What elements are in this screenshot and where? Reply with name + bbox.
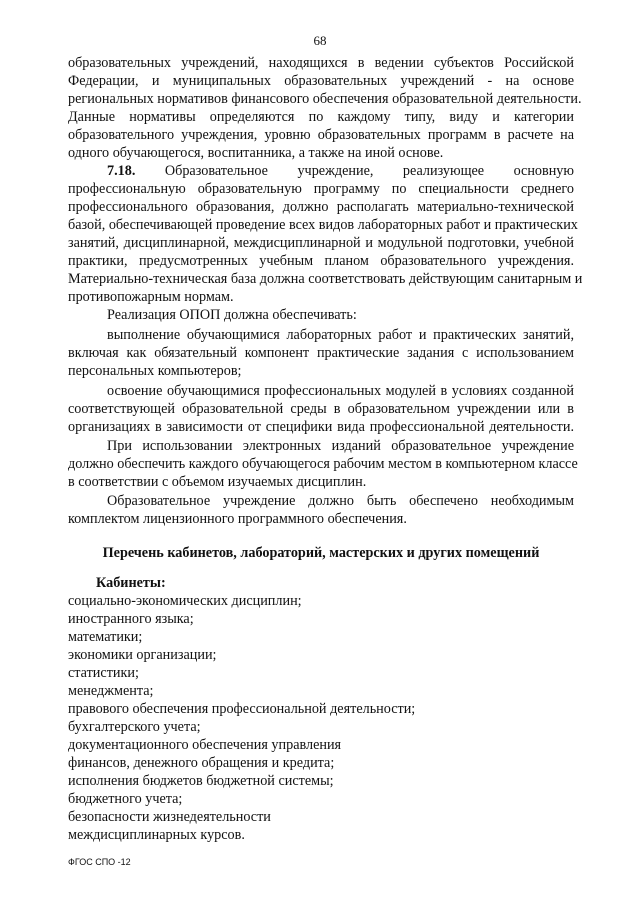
text-line: базой, обеспечивающей проведение всех видов лабораторных работ и практических	[68, 217, 578, 233]
text-line: документационного обеспечения управления	[68, 737, 342, 753]
text-line: финансов, денежного обращения и кредита;	[68, 755, 335, 771]
text-line: Кабинеты:	[96, 575, 166, 591]
text-line: комплектом лицензионного программного обеспечения.	[68, 511, 407, 527]
text-line: одного обучающегося, воспитанника, а также на иной основе.	[68, 145, 444, 161]
footer-code: ФГОС СПО -12	[68, 857, 131, 867]
text-line: соответствующей образовательной среды в образовательном учреждении или в	[68, 401, 574, 417]
text-line: Данные нормативы определяются по каждому типу, виду и категории	[68, 109, 574, 125]
text-line: 7.18. Образовательное учреждение, реализующее основную	[107, 163, 574, 179]
text-line: статистики;	[68, 665, 139, 681]
text-line: исполнения бюджетов бюджетной системы;	[68, 773, 334, 789]
text-line: выполнение обучающимися лабораторных работ и практических занятий,	[107, 327, 574, 343]
text-line: профессиональную образовательную программу по специальности среднего	[68, 181, 574, 197]
text-line: персональных компьютеров;	[68, 363, 242, 379]
text-line: профессионального образования, должно располагать материально-технической	[68, 199, 574, 215]
text-line: освоение обучающимися профессиональных модулей в условиях созданной	[107, 383, 574, 399]
text-line: занятий, дисциплинарной, междисциплинарной и модульной подготовки, учебной	[68, 235, 574, 251]
text-line: региональных нормативов финансового обеспечения образовательной деятельности.	[68, 91, 582, 107]
text-line: Перечень кабинетов, лабораторий, мастерских и других помещений	[102, 545, 540, 561]
text-line: правового обеспечения профессиональной деятельности;	[68, 701, 416, 717]
text-line: безопасности жизнедеятельности	[68, 809, 271, 825]
text-line: противопожарным нормам.	[68, 289, 234, 305]
text-line: Реализация ОПОП должна обеспечивать:	[107, 307, 357, 323]
text-line: в соответствии с объемом изучаемых дисциплин.	[68, 474, 367, 490]
text-line: социально-экономических дисциплин;	[68, 593, 302, 609]
text-line: иностранного языка;	[68, 611, 194, 627]
text-line: Образовательное учреждение должно быть обеспечено необходимым	[107, 493, 574, 509]
text-line: экономики организации;	[68, 647, 217, 663]
text-line: практики, предусмотренных учебным планом образовательного учреждения.	[68, 253, 574, 269]
text-line: бухгалтерского учета;	[68, 719, 201, 735]
text-line: организациях в зависимости от специфики вида профессиональной деятельности.	[68, 419, 574, 435]
text-line: Материально-техническая база должна соответствовать действующим санитарным и	[68, 271, 583, 287]
text-line: Федерации, и муниципальных образовательных учреждений - на основе	[68, 73, 574, 89]
text-line: включая как обязательный компонент практические задания с использованием	[68, 345, 574, 361]
text-line: должно обеспечить каждого обучающегося рабочим местом в компьютерном классе	[68, 456, 578, 472]
text-line: образовательного учреждения, уровню образовательных программ в расчете на	[68, 127, 574, 143]
text-line: При использовании электронных изданий образовательное учреждение	[107, 438, 574, 454]
text-line: менеджмента;	[68, 683, 154, 699]
text-line: бюджетного учета;	[68, 791, 183, 807]
text-line: междисциплинарных курсов.	[68, 827, 245, 843]
page-number: 68	[313, 33, 327, 48]
text-line: математики;	[68, 629, 143, 645]
text-line: образовательных учреждений, находящихся в ведении субъектов Российской	[68, 55, 574, 71]
